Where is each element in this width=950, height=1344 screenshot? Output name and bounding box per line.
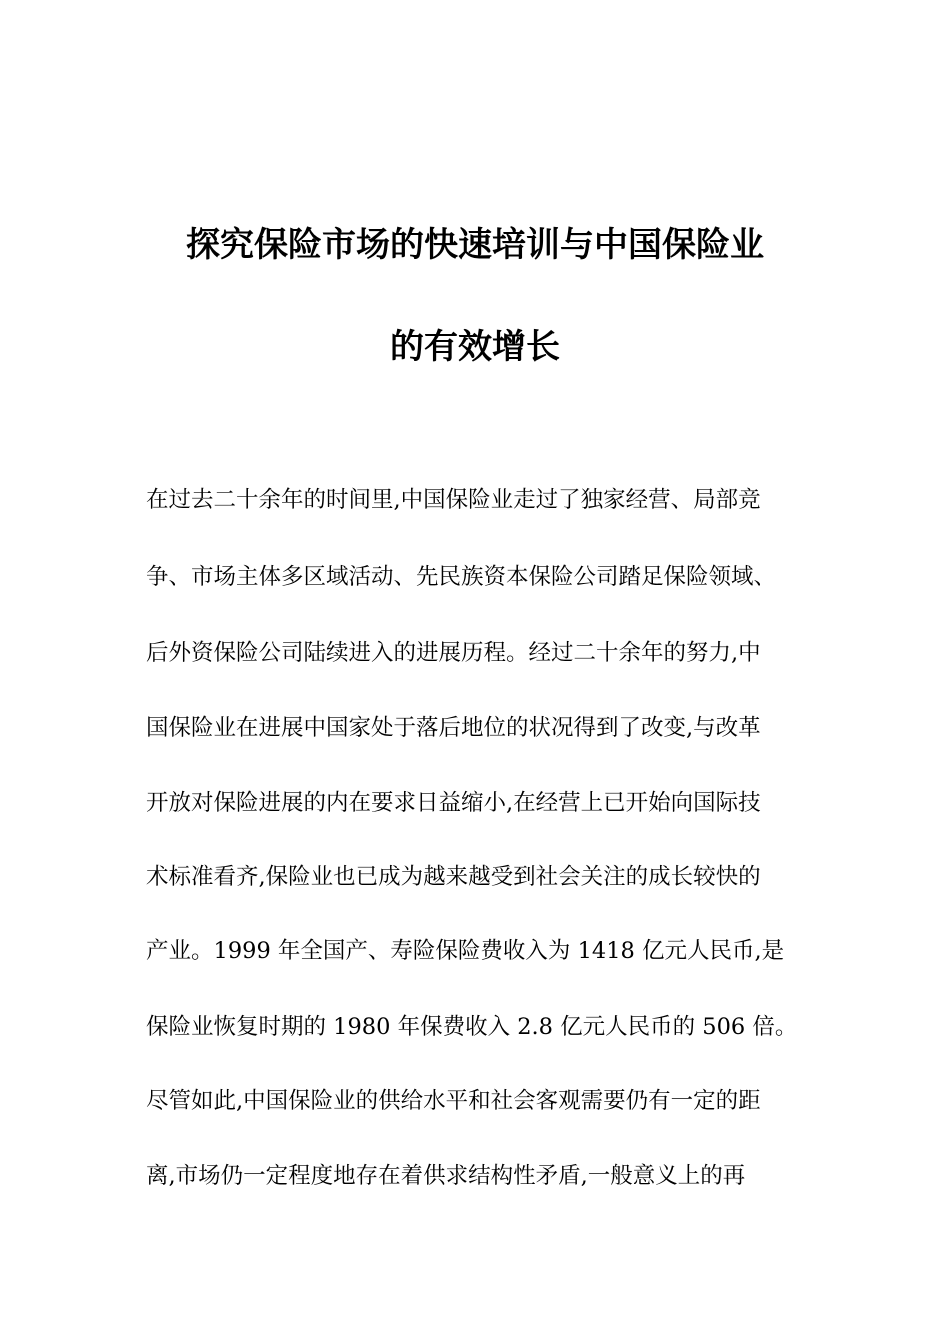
body-text-line-3: 后外资保险公司陆续进入的进展历程。经过二十余年的努力,中 bbox=[146, 640, 761, 666]
document-title-line-1: 探究保险市场的快速培训与中国保险业 bbox=[186, 225, 764, 265]
body-text-line-4: 国保险业在进展中国家处于落后地位的状况得到了改变,与改革 bbox=[146, 715, 761, 741]
document-title-line-2: 的有效增长 bbox=[390, 327, 560, 367]
body-text-line-9: 尽管如此,中国保险业的供给水平和社会客观需要仍有一定的距 bbox=[146, 1088, 761, 1114]
body-text-line-8: 保险业恢复时期的 1980 年保费收入 2.8 亿元人民币的 506 倍。 bbox=[146, 1014, 798, 1040]
body-text-line-10: 离,市场仍一定程度地存在着供求结构性矛盾,一般意义上的再 bbox=[146, 1163, 746, 1189]
body-text-line-5: 开放对保险进展的内在要求日益缩小,在经营上已开始向国际技 bbox=[146, 790, 761, 816]
body-text-line-6: 术标准看齐,保险业也已成为越来越受到社会关注的成长较快的 bbox=[146, 864, 761, 890]
body-text-line-7: 产业。1999 年全国产、寿险保险费收入为 1418 亿元人民币,是 bbox=[146, 938, 785, 964]
body-text-line-2: 争、市场主体多区域活动、先民族资本保险公司踏足保险领域、 bbox=[146, 564, 777, 590]
body-text-line-1: 在过去二十余年的时间里,中国保险业走过了独家经营、局部竞 bbox=[146, 487, 761, 513]
